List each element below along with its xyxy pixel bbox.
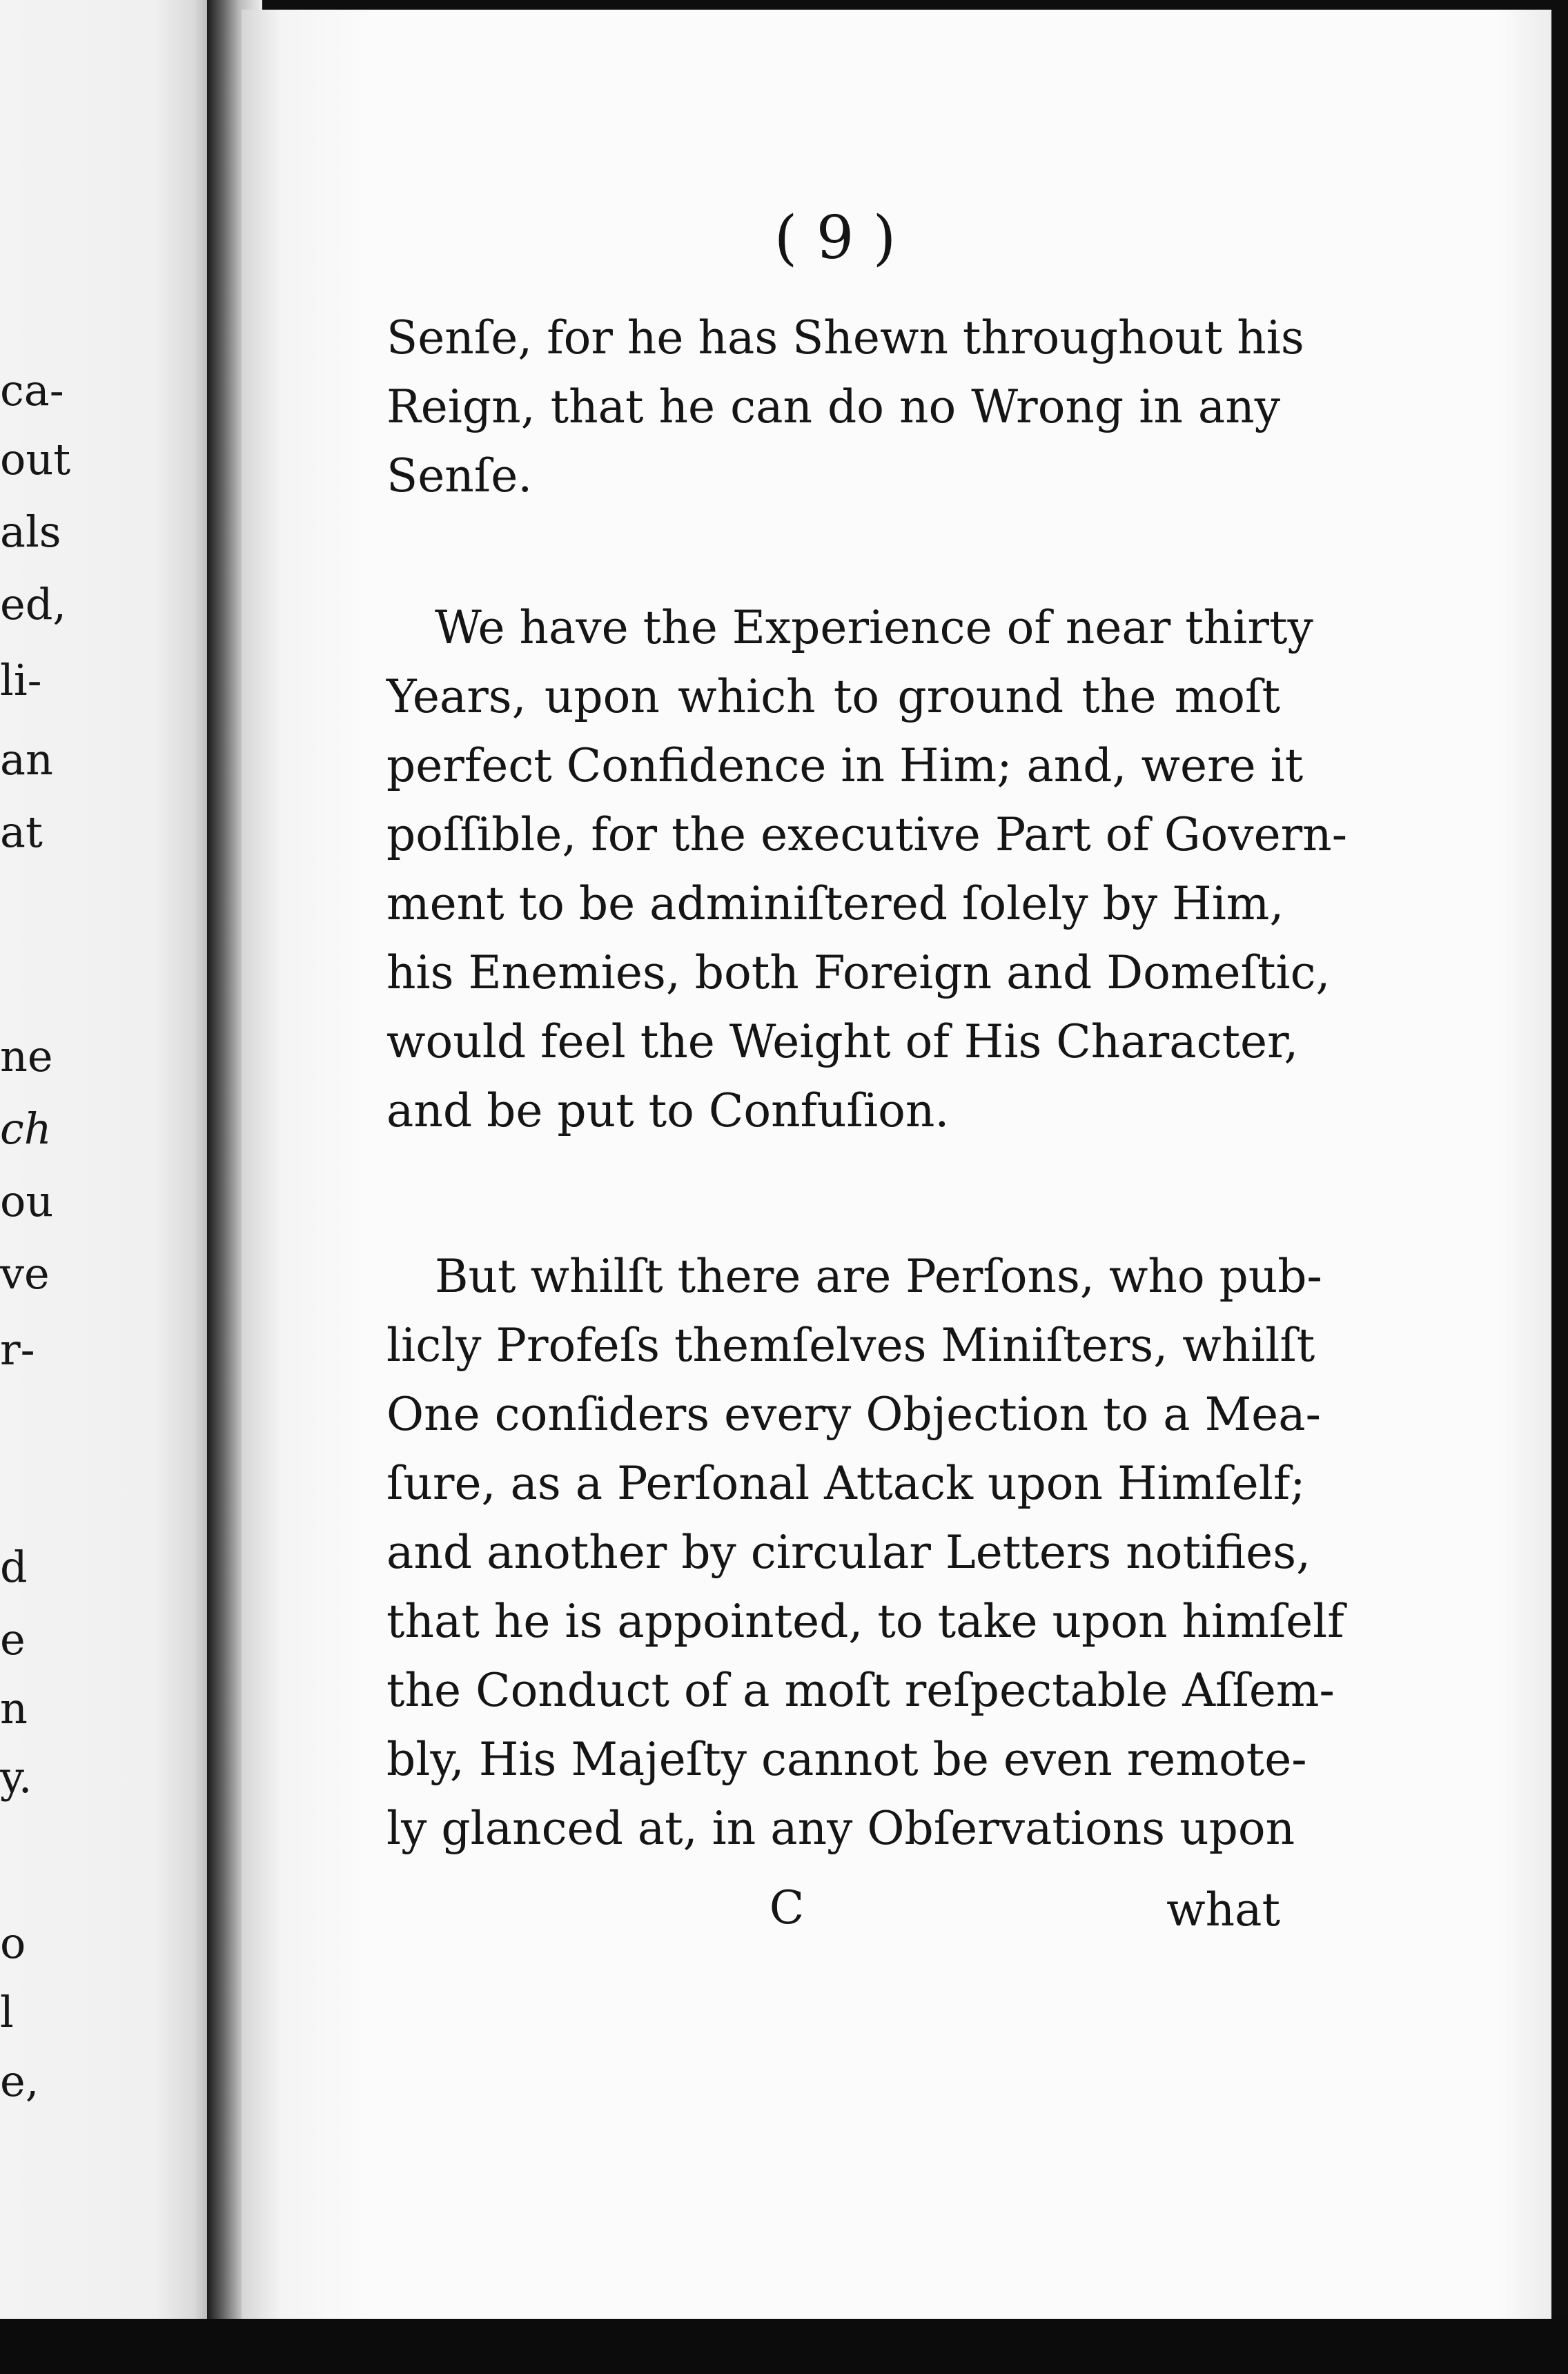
- facing-page-fragment: o: [0, 1918, 26, 1968]
- facing-page-fragment: r-: [0, 1324, 35, 1375]
- text-line: Reign, that he can do no Wrong in any: [386, 380, 1280, 433]
- text-line: Senſe, for he has Shewn throughout his: [386, 311, 1304, 364]
- catchword: what: [1166, 1883, 1280, 1936]
- text-line: bly, His Majeſty cannot be even remote-: [386, 1733, 1307, 1786]
- facing-page-fragment: d: [0, 1542, 28, 1592]
- text-line: We have the Experience of near thirty: [435, 601, 1313, 654]
- text-line: ly glanced at, in any Obſervations upon: [386, 1802, 1295, 1855]
- paragraph-2: [386, 594, 1347, 1146]
- text-line: poſſible, for the executive Part of Govern-: [386, 808, 1347, 861]
- facing-page-fragment: als: [0, 507, 61, 557]
- facing-page-fragment: at: [0, 807, 43, 857]
- facing-page-fragment: li-: [0, 655, 42, 705]
- paragraph-1: [386, 304, 1304, 511]
- facing-page-fragment: ca-: [0, 365, 64, 415]
- text-line: One conſiders every Objection to a Mea-: [386, 1388, 1321, 1441]
- text-line: his Enemies, both Foreign and Domeſtic,: [386, 946, 1331, 999]
- facing-page: [0, 0, 221, 2326]
- page-number: ( 9 ): [774, 204, 896, 273]
- text-line: the Conduct of a moſt reſpectable Aſſem-: [386, 1664, 1335, 1717]
- text-line: Senſe.: [386, 449, 533, 502]
- text-line: ſure, as a Perſonal Attack upon Himſelf;: [386, 1457, 1306, 1510]
- text-line: But whilſt there are Perſons, who pub-: [435, 1250, 1322, 1303]
- facing-page-fragment: l: [0, 1987, 14, 2037]
- facing-page-fragment: ch: [0, 1103, 52, 1154]
- facing-page-fragment: e,: [0, 2056, 39, 2106]
- facing-page-fragment: ne: [0, 1031, 53, 1081]
- text-line: Years, upon which to ground the moſt: [386, 670, 1280, 723]
- signature-mark: C: [769, 1881, 805, 1934]
- facing-page-fragment: ve: [0, 1248, 50, 1299]
- facing-page-fragment: e: [0, 1614, 26, 1665]
- paragraph-3: [386, 1242, 1344, 1863]
- facing-page-fragment: y.: [0, 1752, 32, 1803]
- facing-page-fragment: an: [0, 734, 53, 785]
- text-line: and be put to Confuſion.: [386, 1084, 950, 1137]
- facing-page-fragment: n: [0, 1683, 28, 1734]
- scan-bottom-edge: [0, 2319, 1568, 2374]
- facing-page-fragment: out: [0, 434, 71, 484]
- facing-page-fragment: ou: [0, 1176, 54, 1226]
- text-line: ment to be adminiſtered ſolely by Him,: [386, 877, 1284, 930]
- text-line: that he is appointed, to take upon himſelf: [386, 1595, 1344, 1648]
- text-line: perfect Confidence in Him; and, were it: [386, 739, 1304, 792]
- text-line: would feel the Weight of His Character,: [386, 1015, 1299, 1068]
- text-line: and another by circular Letters notifies,: [386, 1526, 1311, 1579]
- text-line: licly Profeſs themſelves Miniſters, whilſt: [386, 1319, 1315, 1372]
- facing-page-fragment: ed,: [0, 579, 67, 629]
